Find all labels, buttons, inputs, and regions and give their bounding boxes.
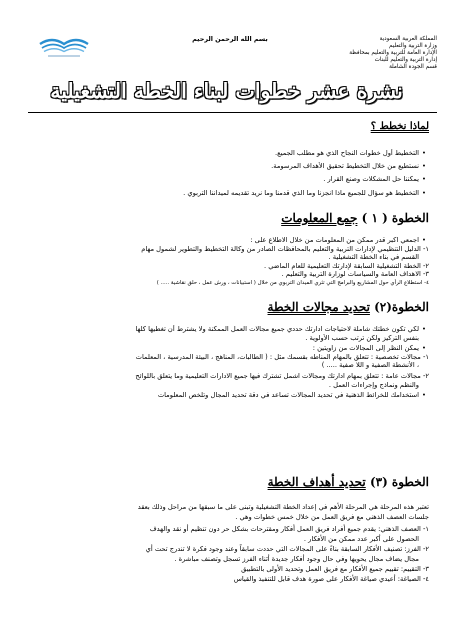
org-line: الإدارة العامة للتربية والتعليم بمحافظة xyxy=(349,50,437,56)
organization-header xyxy=(327,36,437,71)
list-item: مجال يضاف مجال يحويها وفي حال وجود أفكار جديدة أثناء الفرز تسجل وتصنف مباشرة . xyxy=(174,555,419,563)
list-item: • يمكننا حل المشكلات وصنع القرار . xyxy=(19,175,429,184)
list-item: • اجمعي اكبر قدر ممكن من المعلومات من خلال الاطلاع على : xyxy=(19,236,429,245)
org-line: وزارة التربية والتعليم xyxy=(388,43,437,49)
step1-body xyxy=(19,236,429,288)
section-why-heading xyxy=(371,121,429,132)
step3-heading-prefix: الخطوة (٣) xyxy=(369,475,429,489)
list-item: ١- الدليل التنظيمي لإدارات التربية والتعليم بالمحافظات الصادر من وكالة التخطيط والتطوير لشمول مهام xyxy=(141,244,429,253)
step2-heading-title: تحديد مجالات الخطة xyxy=(267,300,370,314)
list-item: ١- العصف الذهني: يقدم جميع أفراد فريق العمل أفكار ومقترحات بشكل حر دون تنظيم أو نقد والهدف xyxy=(149,525,429,533)
list-item: ٤- الصياغة: أعيدي صياغة الأفكار على صورة هدف قابل للتنفيذ والقياس xyxy=(233,575,429,583)
step2-heading xyxy=(268,300,429,314)
list-item: ١- مجالات تخصصية : تتعلق بالمهام المناطه بقسمك مثل : ( الطالبات، المناهج ، البيئة المدرسية ، المعلمات xyxy=(135,352,429,361)
list-item: • التخطيط أول خطوات النجاح الذي هو مطلب الجميع. xyxy=(19,149,429,158)
section-why-list xyxy=(19,149,429,197)
step3-body xyxy=(19,502,429,584)
list-item: والنظم ونماذج وإجراءات العمل . xyxy=(328,380,419,389)
list-item: ٢- مجالات عامة : تتعلق بمهام ادارتك ومجالات اشمل تشترك فيها جميع الادارات التعليمية وما يتعلق باللوائح xyxy=(135,371,429,380)
list-item: • استخدامك للخرائط الذهنية في تحديد المجالات تساعد في دقة تحديد المجال وتلخص المعلومات xyxy=(19,391,429,400)
list-item: بنفس التركيز ولكن ترتب حسب الأولوية . xyxy=(305,333,419,342)
list-item: تعتبر هذه المرحلة هي المرحلة الأهم في إعداد الخطة التشغيلية وتبنى على ما سبقها من مراحل وذلك بعقد xyxy=(137,503,429,511)
list-item: القسم في بناء الخطة التشغيلية . xyxy=(328,253,419,262)
step3-heading-title: تحديد أهداف الخطة xyxy=(267,475,366,489)
step3-heading xyxy=(268,475,429,489)
list-item: • لكي تكون خطتك شاملة لاحتياجات ادارتك حددي جميع مجالات العمل الممكنة ولا يشترط أن تغطيها كلها xyxy=(19,325,429,334)
list-item: • نستطيع من خلال التخطيط تحقيق الأهداف المرسومة. xyxy=(19,162,429,171)
list-item: ٣- التقييم: تقييم جميع الأفكار مع فريق العمل وتحديد الأولى بالتطبيق xyxy=(241,565,429,573)
list-item: الحصول على أكبر عدد ممكن من الأفكار . xyxy=(303,535,419,543)
basmala: بسم الله الرحمن الرحيم xyxy=(192,35,268,43)
list-item: • التخطيط هو سؤال للجميع ماذا انجزنا وما الذي قدمنا وما نريد تقديمه لميداننا التربوي . xyxy=(19,189,429,198)
step1-heading xyxy=(281,211,429,225)
list-item: ٢- الخطة التشغيلية السابقة لإدارتك التعليمية للعام الماضي . xyxy=(263,261,429,270)
step2-heading-prefix: الخطوة(٢) xyxy=(374,300,429,314)
org-line: المملكة العربية السعودية xyxy=(379,36,437,42)
org-line: قسم الجودة الشاملة xyxy=(389,64,437,70)
document-title: نشرة عشر خطوات لبناء الخطة التشغيلية xyxy=(50,79,403,103)
section-why-heading-text: لماذا نخطط ؟ xyxy=(370,121,429,132)
list-item: ٢- الفرز: تصنيف الأفكار السابقة بناءً على المجالات التي حددت سابقاً وعند وجود فكرة لا تندرج تحت أي xyxy=(145,545,429,553)
org-line: إدارة التربية والتعليم للبنات xyxy=(374,57,437,63)
step1-heading-title: جمع المعلومات xyxy=(281,211,358,225)
list-item: • يمكن النظر إلى المجالات من زاويتين : xyxy=(19,344,429,353)
list-item: ٣- الاهداف العامة والسياسات لوزارة التربية والتعليم . xyxy=(281,270,429,279)
step1-heading-prefix: الخطوة ( ١ ) xyxy=(361,211,429,225)
list-item: ، الأنشطة الصفية و اللا صفية ..... ) xyxy=(321,361,419,370)
list-item: ٤- استطلاع الرأي حول المشاريع والبرامج التي تثري الميدان التربوي من خلال ( استبيانات ، ورش عمل ، حلق نقاشية ..... ) xyxy=(156,279,429,286)
step2-body xyxy=(19,325,429,400)
ministry-logo xyxy=(34,30,94,60)
title-divider xyxy=(28,112,437,113)
list-item: جلسات العصف الذهني مع فريق العمل من خلال خمس خطوات وهي . xyxy=(235,513,429,521)
